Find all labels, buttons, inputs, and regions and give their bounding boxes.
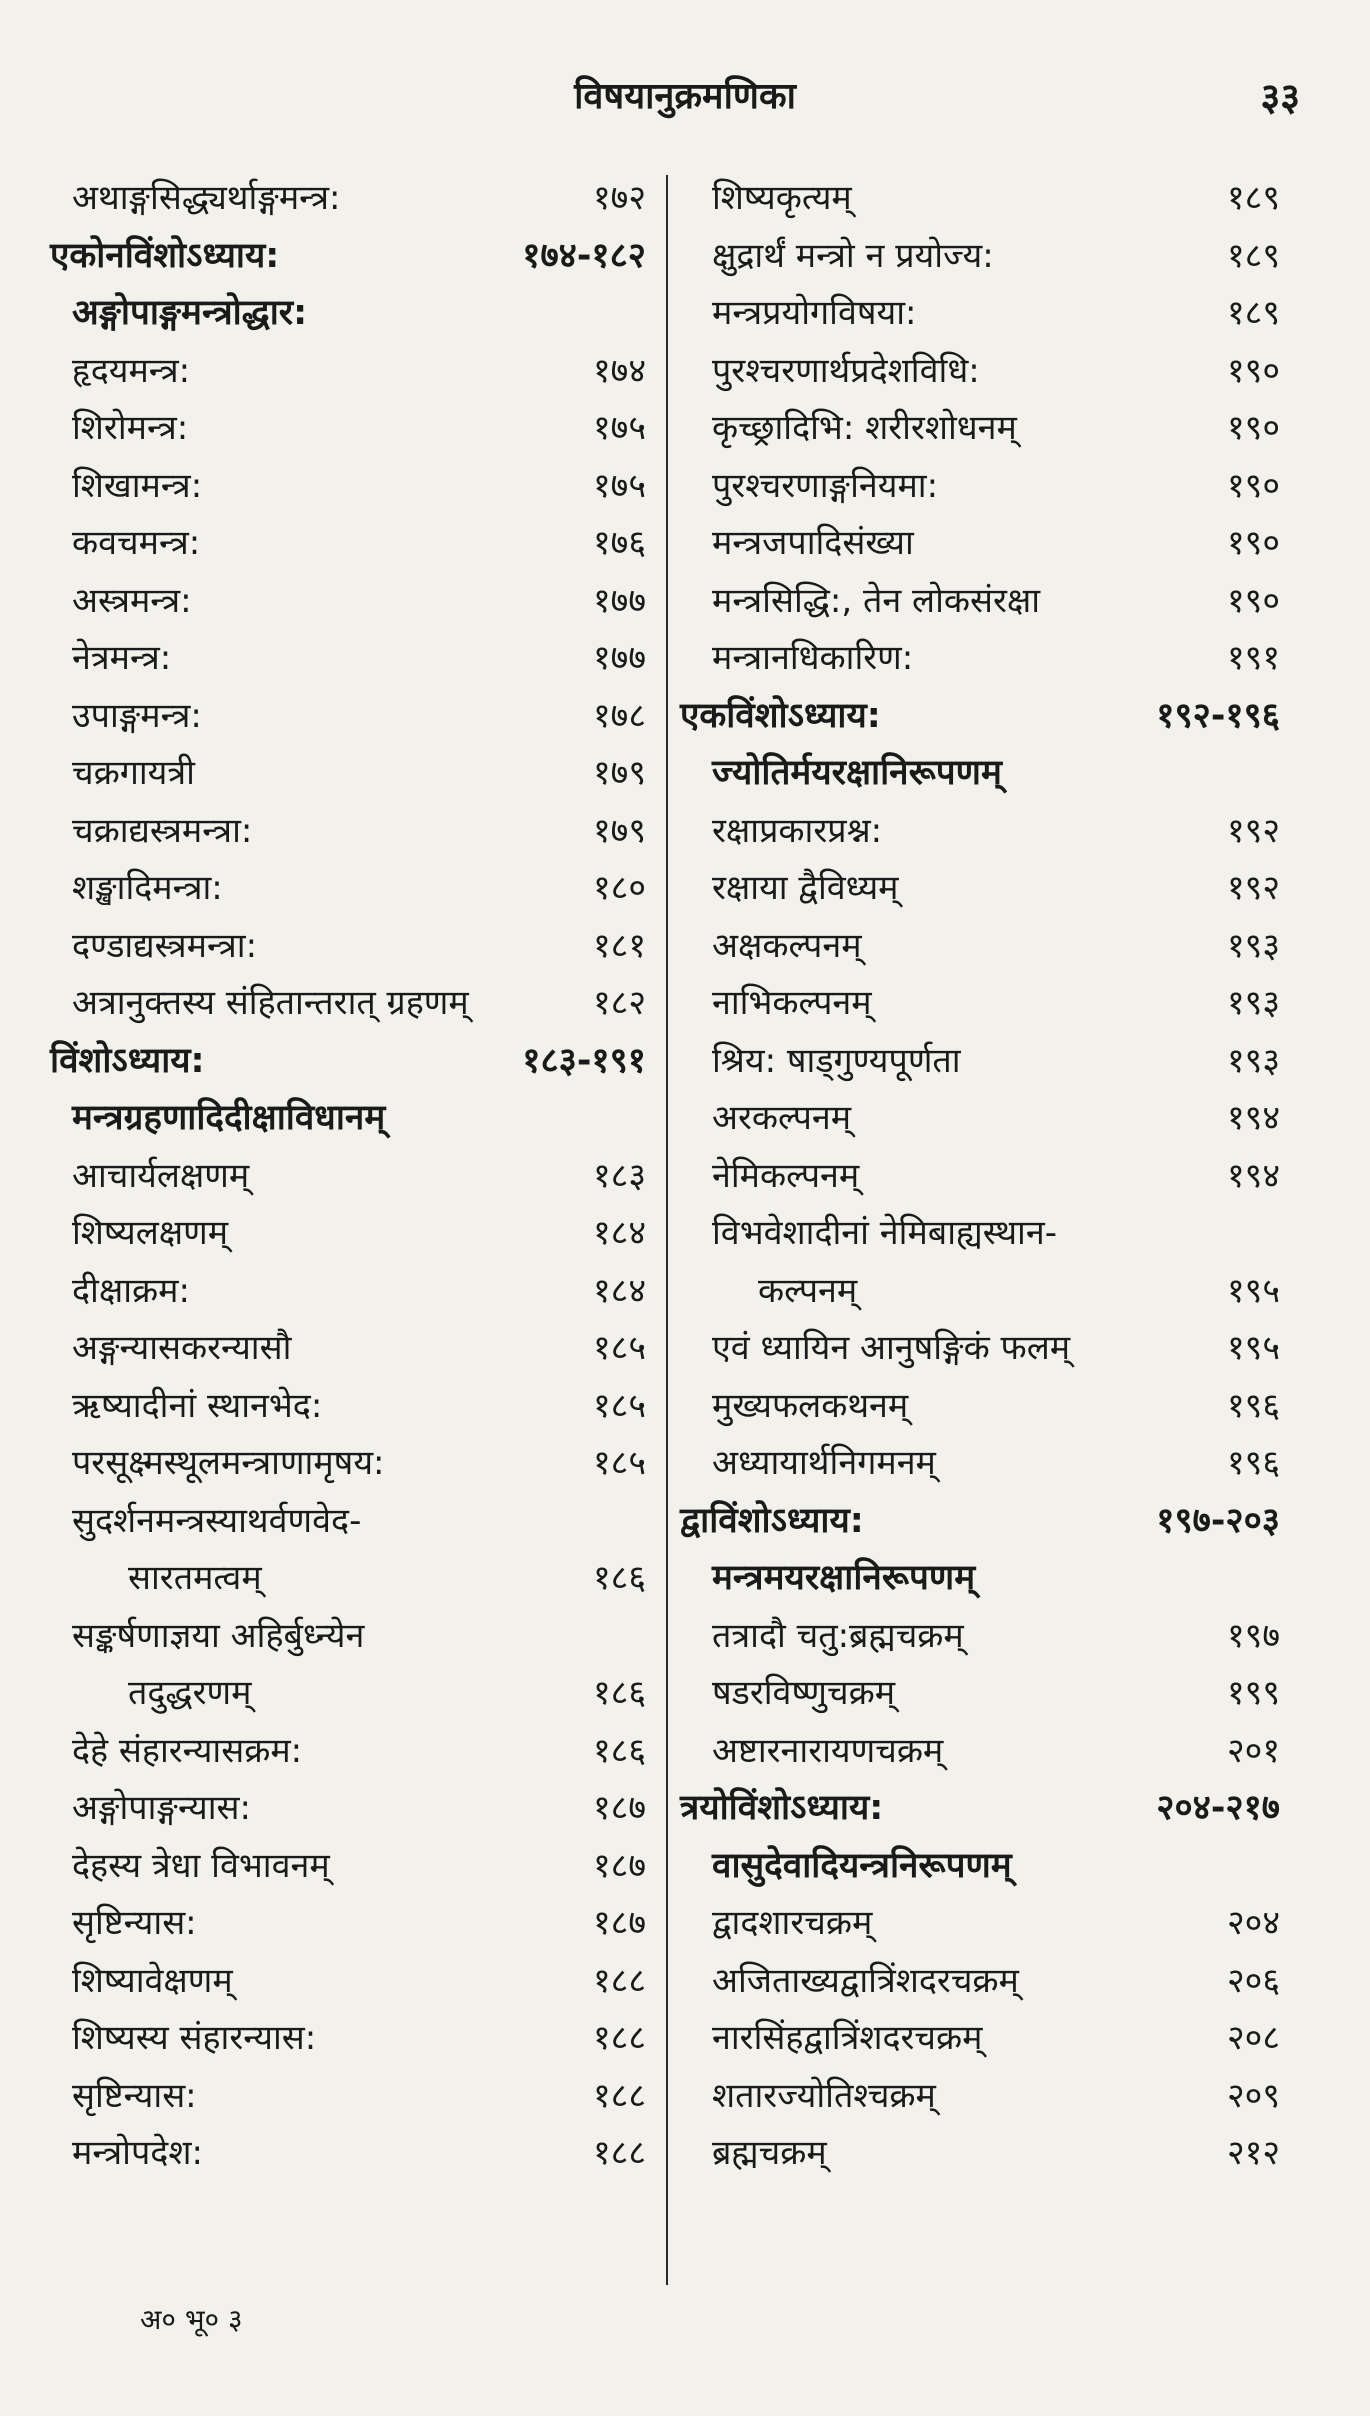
entry-page-number: १८२ [592,983,646,1023]
entry-title: देहस्य त्रेधा विभावनम् [72,1845,330,1886]
entry-title: वासुदेवादियन्त्रनिरूपणम् [712,1845,1012,1886]
toc-entry [50,1263,646,1321]
toc-entry [50,803,646,861]
entry-title: द्वाविंशोऽध्याय: [680,1500,864,1541]
toc-entry [50,458,646,516]
entry-title: एकोनविंशोऽध्याय: [50,235,280,276]
toc-entry [50,400,646,458]
toc-entry [680,170,1280,228]
entry-title: शङ्खादिमन्त्रा: [72,868,223,908]
toc-entry [50,745,646,803]
entry-page-number: १९६ [1226,1443,1280,1483]
entry-title: अस्त्रमन्त्र: [72,580,192,621]
toc-entry [50,1378,646,1436]
entry-title: एकविंशोऽध्याय: [680,695,881,736]
chapter-heading [680,1780,1280,1838]
entry-title: ऋष्यादीनां स्थानभेद: [72,1385,323,1426]
entry-title: अरकल्पनम् [712,1098,852,1138]
entry-page-number: १७८ [592,695,646,736]
entry-title: शिष्यकृत्यम् [712,178,852,218]
entry-page-number: १७२ [592,178,646,218]
entry-page-number: १८१ [592,925,646,966]
entry-page-number: १९३ [1226,983,1280,1023]
column-divider [666,175,668,2285]
toc-entry [50,1723,646,1781]
toc-entry [50,2068,646,2126]
toc-entry [50,975,646,1033]
toc-entry [50,688,646,746]
entry-title: मन्त्रग्रहणादिदीक्षाविधानम् [72,1098,386,1138]
entry-page-number: १९७-२०३ [1156,1500,1280,1541]
entry-page-number: १८५ [592,1385,646,1426]
entry-page-number: १९५ [1226,1270,1280,1311]
entry-title: ज्योतिर्मयरक्षानिरूपणम् [712,753,1002,793]
toc-entry [680,1148,1280,1206]
entry-page-number: १८४ [592,1213,646,1253]
entry-title: तत्रादौ चतु:ब्रह्मचक्रम् [712,1615,964,1656]
entry-title: त्रयोविंशोऽध्याय: [680,1788,884,1828]
entry-title: द्वादशारचक्रम् [712,1903,873,1943]
entry-title: सुदर्शनमन्त्रस्याथर्वणवेद- [72,1500,362,1541]
entry-title: शिखामन्त्र: [72,465,203,506]
toc-entry [680,1033,1280,1091]
toc-entry [50,1493,646,1551]
chapter-heading [680,1493,1280,1551]
footer-signature: अ० भू० ३ [140,2303,243,2336]
toc-entry [50,860,646,918]
toc-entry [50,2125,646,2183]
entry-page-number: १८६ [592,1558,646,1598]
toc-entry [50,573,646,631]
entry-title: कवचमन्त्र: [72,523,201,563]
page-number: ३३ [1260,75,1300,119]
entry-page-number: १७९ [592,753,646,793]
entry-title: रक्षाप्रकारप्रश्न: [712,810,883,851]
entry-page-number: १८४ [592,1270,646,1311]
entry-page-number: १९४ [1226,1155,1280,1196]
entry-page-number: २०६ [1226,1960,1280,2001]
entry-title: अक्षकल्पनम् [712,925,862,966]
entry-title: शिष्यावेक्षणम् [72,1960,233,2001]
section-heading [680,1550,1280,1608]
entry-title: मन्त्रोपदेश: [72,2133,203,2173]
toc-entry [680,803,1280,861]
entry-title: विंशोऽध्याय: [50,1040,205,1081]
entry-title: शिष्यस्य संहारन्यास: [72,2018,317,2058]
toc-entry [50,515,646,573]
entry-page-number: १७५ [592,408,646,448]
toc-entry [680,975,1280,1033]
toc-entry [680,2010,1280,2068]
entry-page-number: १८० [592,868,646,908]
toc-entry [680,400,1280,458]
toc-entry [680,1723,1280,1781]
entry-page-number: १८७ [592,1788,646,1828]
entry-page-number: १८९ [1226,293,1280,333]
entry-page-number: १९७ [1226,1615,1280,1656]
entry-page-number: १७५ [592,465,646,506]
entry-page-number: १७४ [592,350,646,391]
entry-title: विभवेशादीनां नेमिबाह्यस्थान- [712,1213,1057,1253]
entry-title: अङ्गोपाङ्गन्यास: [72,1788,251,1828]
toc-entry [680,458,1280,516]
entry-page-number: १९९ [1226,1673,1280,1713]
toc-entry [50,1320,646,1378]
chapter-heading [50,1033,646,1091]
toc-left-column [50,170,646,2183]
entry-page-number: १८८ [592,1960,646,2001]
toc-entry [680,2068,1280,2126]
entry-title: क्षुद्रार्थं मन्त्रो न प्रयोज्य: [712,235,994,276]
entry-page-number: १९० [1226,523,1280,563]
entry-title: दण्डाद्यस्त्रमन्त्रा: [72,925,258,966]
entry-title: मन्त्रसिद्धि:, तेन लोकसंरक्षा [712,580,1041,621]
entry-page-number: १८३ [592,1155,646,1196]
entry-page-number: १९२ [1226,868,1280,908]
toc-entry [680,1435,1280,1493]
running-title: विषयानुक्रमणिका [574,76,796,117]
entry-title: अङ्गन्यासकरन्यासौ [72,1328,292,1368]
toc-entry [50,630,646,688]
toc-entry [50,343,646,401]
entry-title: पुरश्चरणाङ्गनियमा: [712,465,939,506]
toc-entry [680,630,1280,688]
toc-entry [680,1895,1280,1953]
entry-title: मन्त्रजपादिसंख्या [712,523,914,563]
entry-title: पुरश्चरणार्थप्रदेशविधि: [712,350,980,391]
toc-entry [50,1895,646,1953]
entry-title: चक्रगायत्री [72,753,195,793]
toc-entry [50,1435,646,1493]
toc-entry [50,1608,646,1666]
entry-page-number: १८८ [592,2133,646,2173]
toc-entry [50,1953,646,2011]
entry-title: रक्षाया द्वैविध्यम् [712,868,899,908]
entry-title: शिष्यलक्षणम् [72,1213,229,1253]
entry-page-number: १९३ [1226,925,1280,966]
entry-page-number: १९३ [1226,1040,1280,1081]
entry-page-number: २०९ [1226,2075,1280,2116]
entry-page-number: १८९ [1226,235,1280,276]
entry-title: सृष्टिन्यास: [72,1903,197,1943]
entry-title: मन्त्रप्रयोगविषया: [712,293,917,333]
entry-page-number: १९५ [1226,1328,1280,1368]
entry-title: सारतमत्वम् [128,1558,262,1598]
entry-page-number: १८८ [592,2075,646,2116]
entry-title: हृदयमन्त्र: [72,350,191,391]
entry-page-number: १९२ [1226,810,1280,851]
entry-page-number: १८७ [592,1903,646,1943]
entry-page-number: १७७ [592,580,646,621]
entry-page-number: १८६ [592,1730,646,1771]
entry-page-number: २१२ [1226,2133,1280,2173]
entry-title: सङ्कर्षणाज्ञया अहिर्बुध्न्येन [72,1615,365,1656]
toc-entry [50,1838,646,1896]
entry-title: नाभिकल्पनम् [712,983,872,1023]
entry-page-number: १८५ [592,1328,646,1368]
entry-title: नेमिकल्पनम् [712,1155,860,1196]
entry-title: तदुद्धरणम् [128,1673,252,1713]
entry-title: अध्यायार्थनिगमनम् [712,1443,936,1483]
toc-entry [50,1665,646,1723]
entry-page-number: १८३-१९१ [522,1040,646,1081]
toc-entry [680,1320,1280,1378]
toc-entry [50,2010,646,2068]
entry-page-number: १९६ [1226,1385,1280,1426]
toc-entry [680,1953,1280,2011]
entry-page-number: १७९ [592,810,646,851]
entry-title: कृच्छ्रादिभि: शरीरशोधनम् [712,408,1017,448]
entry-page-number: १७६ [592,523,646,563]
toc-entry [50,1205,646,1263]
entry-page-number: १७७ [592,638,646,678]
toc-entry [680,515,1280,573]
entry-title: अष्टारनारायणचक्रम् [712,1730,944,1771]
entry-title: अत्रानुक्तस्य संहितान्तरात् ग्रहणम् [72,983,469,1023]
entry-title: शतारज्योतिश्चक्रम् [712,2075,936,2116]
entry-page-number: १९२-१९६ [1156,695,1280,736]
toc-entry [50,170,646,228]
entry-title: अथाङ्गसिद्ध्यर्थाङ्गमन्त्र: [72,178,341,218]
entry-page-number: १९० [1226,408,1280,448]
entry-page-number: २०४-२१७ [1156,1788,1280,1828]
toc-entry [680,228,1280,286]
entry-title: एवं ध्यायिन आनुषङ्गिकं फलम् [712,1328,1071,1368]
entry-page-number: १८९ [1226,178,1280,218]
toc-entry [680,2125,1280,2183]
toc-entry [680,1090,1280,1148]
entry-page-number: २०१ [1226,1730,1280,1771]
toc-entry [680,1608,1280,1666]
entry-title: मन्त्रमयरक्षानिरूपणम् [712,1558,976,1598]
entry-page-number: १८६ [592,1673,646,1713]
toc-entry [680,573,1280,631]
entry-title: नारसिंहद्वात्रिंशदरचक्रम् [712,2018,983,2058]
entry-title: मन्त्रानधिकारिण: [712,638,914,678]
toc-entry [680,1205,1280,1263]
toc-entry [680,285,1280,343]
section-heading [50,1090,646,1148]
toc-entry [680,1378,1280,1436]
section-heading [50,285,646,343]
entry-title: अङ्गोपाङ्गमन्त्रोद्धार: [72,293,308,333]
chapter-heading [680,688,1280,746]
entry-title: नेत्रमन्त्र: [72,638,172,678]
entry-page-number: २०८ [1226,2018,1280,2058]
toc-entry [680,860,1280,918]
entry-title: चक्राद्यस्त्रमन्त्रा: [72,810,253,851]
entry-page-number: १८८ [592,2018,646,2058]
chapter-heading [50,228,646,286]
entry-title: अजिताख्यद्वात्रिंशदरचक्रम् [712,1960,1019,2001]
entry-page-number: १८५ [592,1443,646,1483]
entry-title: मुख्यफलकथनम् [712,1385,909,1426]
toc-entry [680,343,1280,401]
entry-title: शिरोमन्त्र: [72,408,189,448]
toc-entry [50,1148,646,1206]
entry-page-number: १९० [1226,465,1280,506]
entry-page-number: १९१ [1226,638,1280,678]
entry-page-number: १९४ [1226,1098,1280,1138]
entry-title: कल्पनम् [758,1270,858,1311]
entry-title: परसूक्ष्मस्थूलमन्त्राणामृषय: [72,1443,385,1483]
entry-title: श्रिय: षाड्गुण्यपूर्णता [712,1040,961,1081]
entry-title: आचार्यलक्षणम् [72,1155,250,1196]
toc-entry [50,918,646,976]
entry-title: दीक्षाक्रम: [72,1270,190,1311]
entry-title: देहे संहारन्यासक्रम: [72,1730,303,1771]
toc-entry [50,1550,646,1608]
entry-page-number: १७४-१८२ [522,235,646,276]
entry-page-number: २०४ [1226,1903,1280,1943]
entry-page-number: १९० [1226,350,1280,391]
toc-entry [680,918,1280,976]
section-heading [680,1838,1280,1896]
section-heading [680,745,1280,803]
entry-title: ब्रह्मचक्रम् [712,2133,827,2173]
toc-right-column [680,170,1280,2183]
entry-page-number: १८७ [592,1845,646,1886]
entry-title: सृष्टिन्यास: [72,2075,197,2116]
toc-entry [680,1665,1280,1723]
toc-entry [680,1263,1280,1321]
entry-title: षडरविष्णुचक्रम् [712,1673,896,1713]
entry-page-number: १९० [1226,580,1280,621]
entry-title: उपाङ्गमन्त्र: [72,695,202,736]
toc-entry [50,1780,646,1838]
